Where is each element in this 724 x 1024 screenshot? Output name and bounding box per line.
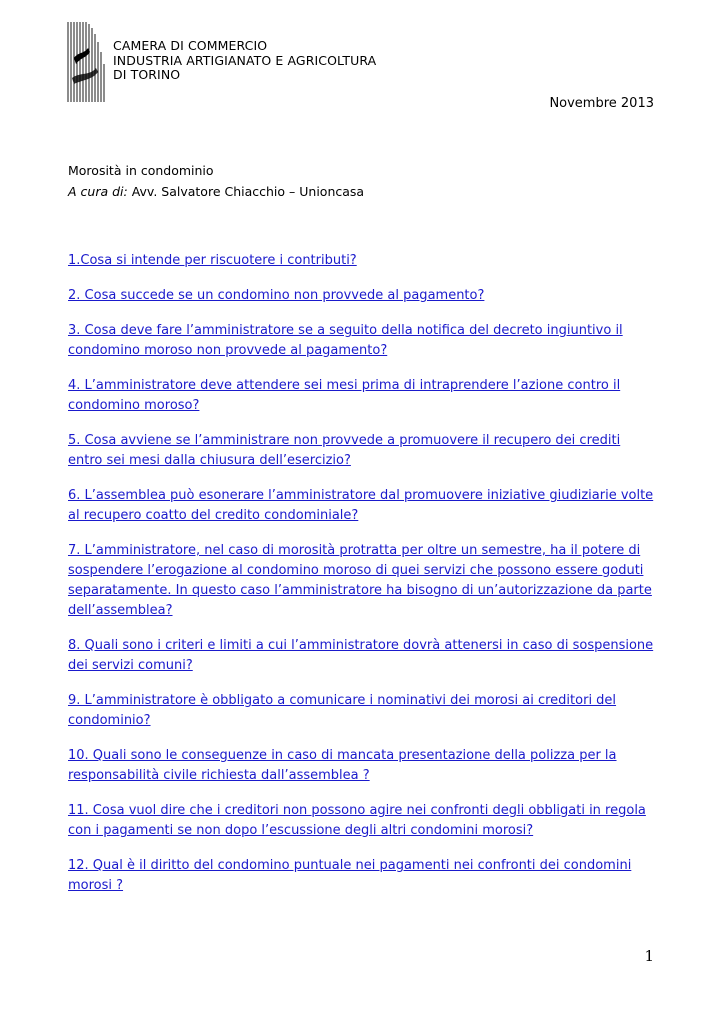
toc-link-9[interactable]: 9. L’amministratore è obbligato a comunicare i nominativi dei morosi ai creditori del condominio? <box>68 693 617 728</box>
toc-item <box>68 249 658 269</box>
toc-item <box>68 854 658 894</box>
toc-item <box>68 429 658 469</box>
curator-label: A cura di: <box>68 184 128 199</box>
toc-item <box>68 539 658 619</box>
chamber-of-commerce-logo <box>66 18 108 104</box>
toc-link-11[interactable]: 11. Cosa vuol dire che i creditori non possono agire nei confronti degli obbligati in regola con i pagamenti se non dopo l’escussione degli altri condomini morosi? <box>68 803 646 838</box>
organization-name <box>113 39 376 83</box>
toc-item <box>68 799 658 839</box>
toc-link-12[interactable]: 12. Qual è il diritto del condomino puntuale nei pagamenti nei confronti dei condomini morosi ? <box>68 858 632 893</box>
toc-item <box>68 744 658 784</box>
curator-line <box>68 184 364 199</box>
toc-link-2[interactable]: 2. Cosa succede se un condomino non provvede al pagamento? <box>68 288 485 303</box>
toc-link-3[interactable]: 3. Cosa deve fare l’amministratore se a seguito della notifica del decreto ingiuntivo il condomino moroso non provvede al pagamento? <box>68 323 623 358</box>
toc-item <box>68 689 658 729</box>
toc-link-8[interactable]: 8. Quali sono i criteri e limiti a cui l’amministratore dovrà attenersi in caso di sospensione dei servizi comuni? <box>68 638 654 673</box>
document-subject: Morosità in condominio <box>68 163 214 178</box>
document-date: Novembre 2013 <box>549 96 654 111</box>
org-line-2: INDUSTRIA ARTIGIANATO E AGRICOLTURA <box>113 52 377 68</box>
toc-link-1[interactable]: 1.Cosa si intende per riscuotere i contributi? <box>68 253 357 268</box>
table-of-contents <box>68 249 658 909</box>
toc-item <box>68 634 658 674</box>
toc-item <box>68 319 658 359</box>
curator-name: Avv. Salvatore Chiacchio – Unioncasa <box>127 184 365 199</box>
org-line-3: DI TORINO <box>113 67 181 82</box>
toc-link-7[interactable]: 7. L’amministratore, nel caso di morosità protratta per oltre un semestre, ha il potere di sospendere l’erogazione al condomino moroso di quei servizi che possono essere goduti separatamente. In questo caso l’amministratore ha bisogno di un’autorizzazione da parte dell’assemblea? <box>68 543 652 618</box>
toc-item <box>68 284 658 304</box>
page-number: 1 <box>644 947 654 965</box>
toc-link-4[interactable]: 4. L’amministratore deve attendere sei mesi prima di intraprendere l’azione contro il condomino moroso? <box>68 378 621 413</box>
toc-item <box>68 484 658 524</box>
toc-link-10[interactable]: 10. Quali sono le conseguenze in caso di mancata presentazione della polizza per la responsabilità civile richiesta dall’assemblea ? <box>68 748 617 783</box>
toc-link-5[interactable]: 5. Cosa avviene se l’amministrare non provvede a promuovere il recupero dei crediti entro sei mesi dalla chiusura dell’esercizio? <box>68 433 621 468</box>
toc-link-6[interactable]: 6. L’assemblea può esonerare l’amministratore dal promuovere iniziative giudiziarie volte al recupero coatto del credito condominiale? <box>68 488 654 523</box>
toc-item <box>68 374 658 414</box>
org-line-1: CAMERA DI COMMERCIO <box>113 38 268 53</box>
